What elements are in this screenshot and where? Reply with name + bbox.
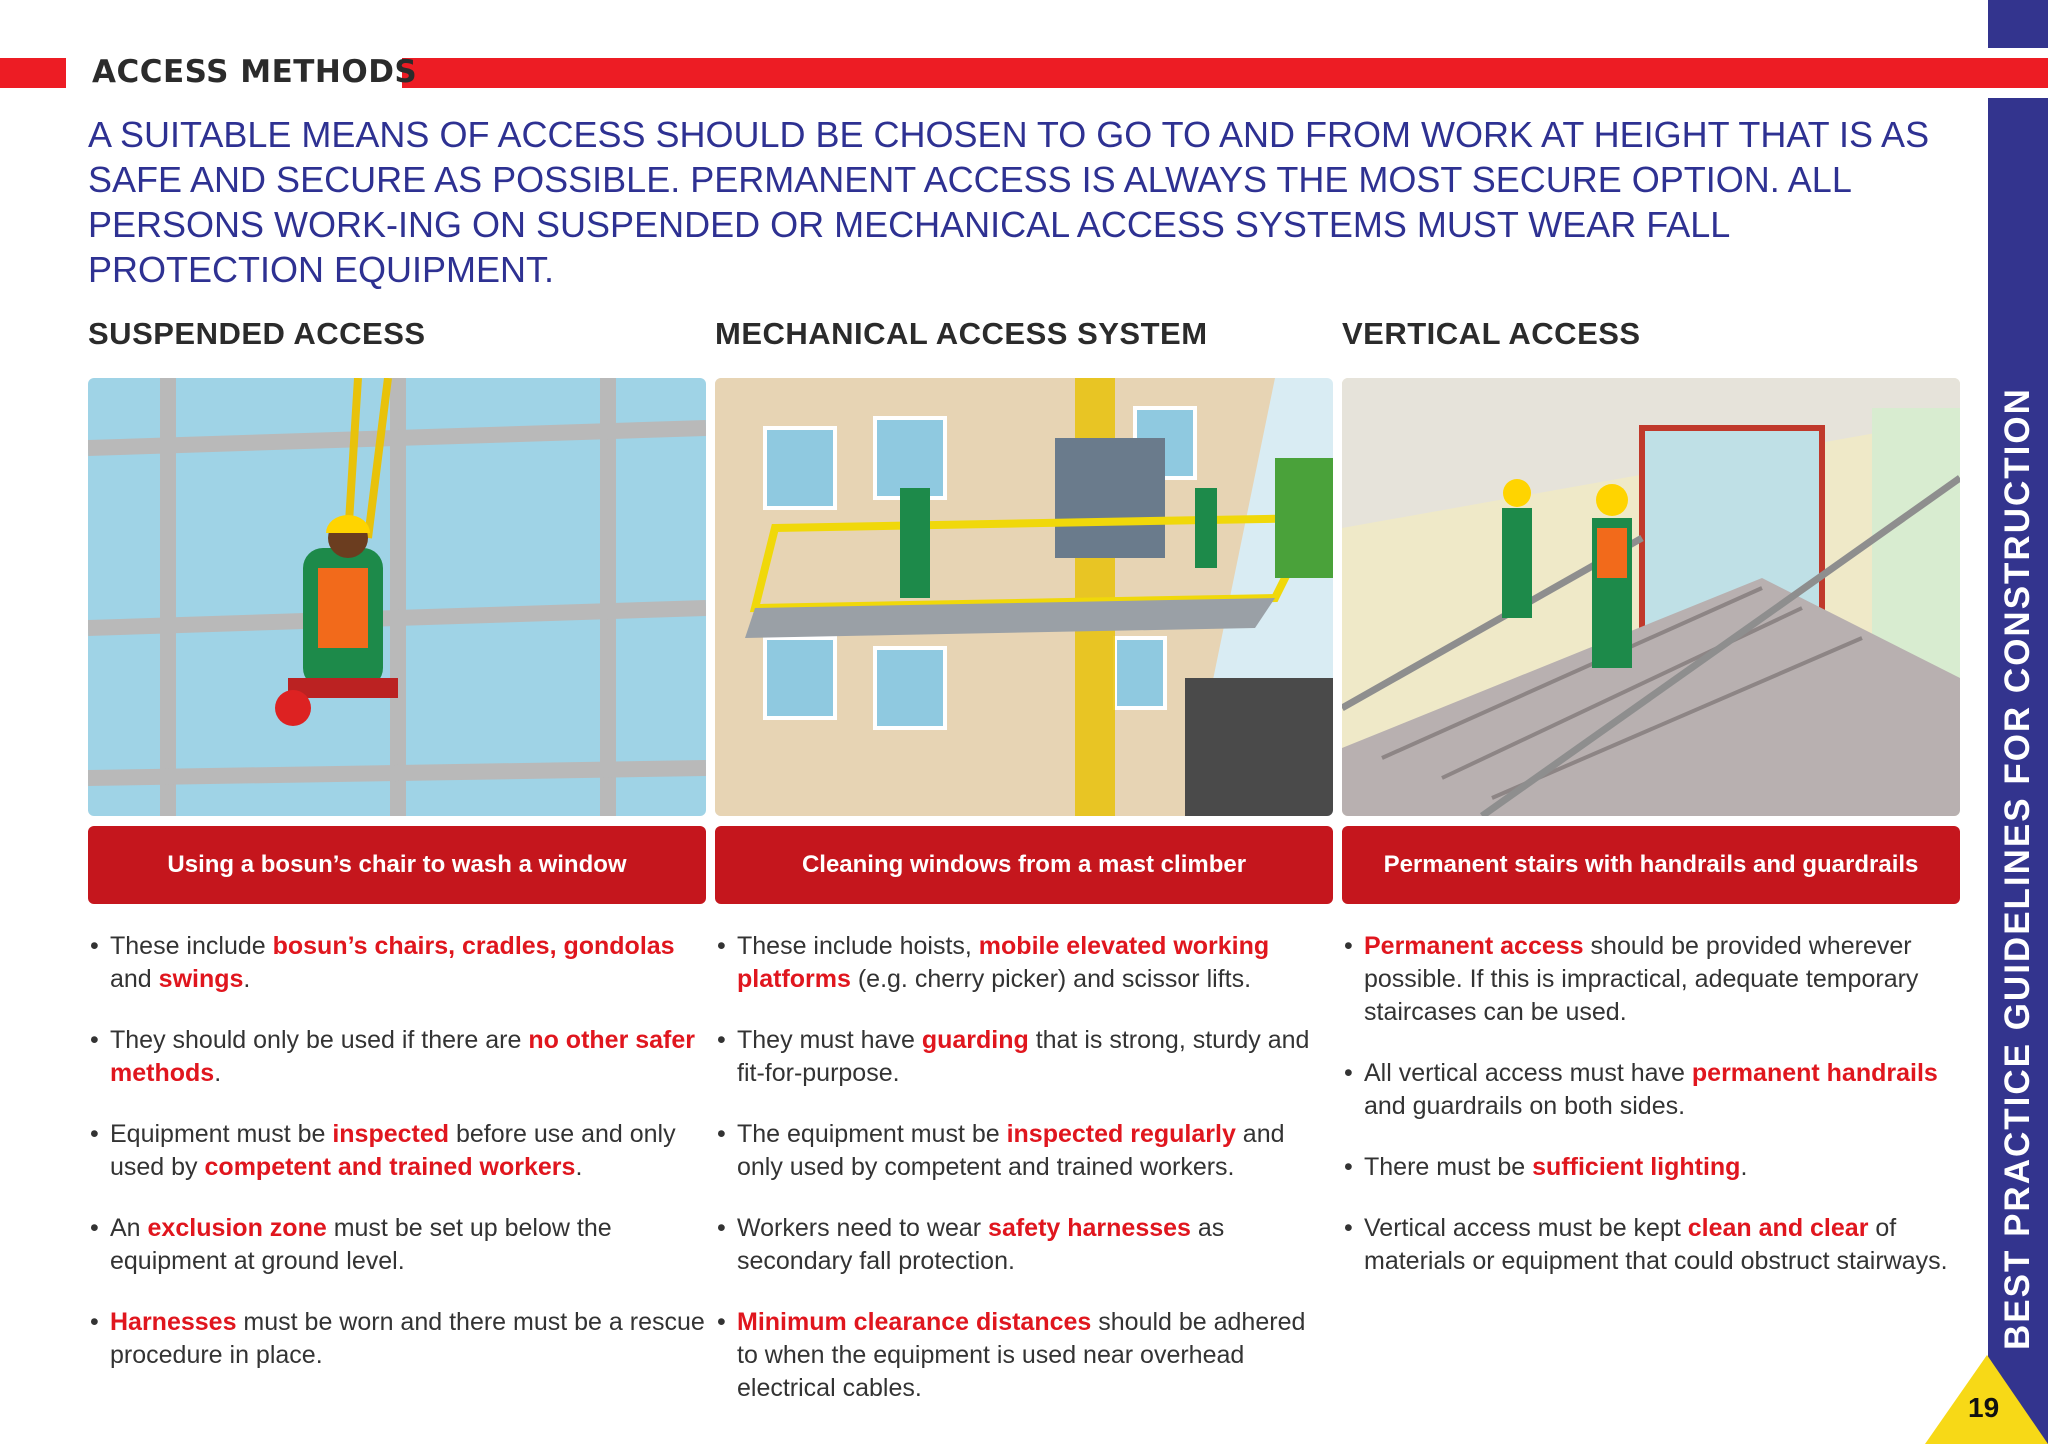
bullet-item (715, 1306, 1333, 1405)
bosun-chair-illustration (88, 378, 706, 816)
bullet-text: must be worn and there must be a rescue procedure in place. (110, 1308, 705, 1369)
highlighted-text: bosun’s chairs, cradles, gondolas (272, 932, 675, 960)
column-title: SUSPENDED ACCESS (88, 316, 426, 351)
bullet-text: They must have (737, 1026, 922, 1054)
bullet-text: Equipment must be (110, 1120, 333, 1148)
bullet-text: All vertical access must have (1364, 1059, 1692, 1087)
column-title: MECHANICAL ACCESS SYSTEM (715, 316, 1208, 351)
bullet-text: must be set up below the equipment at ground level. (110, 1214, 612, 1275)
bullet-text: There must be (1364, 1153, 1533, 1181)
bullet-list (1342, 930, 1960, 1278)
bullet-text: as secondary fall protection. (737, 1214, 1225, 1275)
bullet-text: (e.g. cherry picker) and scissor lifts. (850, 965, 1252, 993)
caption-banner: Permanent stairs with handrails and guardrails (1342, 826, 1960, 904)
highlighted-text: guarding (921, 1026, 1029, 1054)
bullet-item (715, 1024, 1333, 1090)
stairs-illustration (1342, 378, 1960, 816)
bullet-item (88, 1024, 706, 1090)
bullet-item (88, 1306, 706, 1372)
column-mechanical-access (715, 314, 1333, 1433)
highlighted-text: inspected regularly (1006, 1120, 1236, 1148)
bullet-list (715, 930, 1333, 1405)
highlighted-text: exclusion zone (147, 1214, 327, 1242)
bullet-text: and (110, 965, 159, 993)
highlighted-text: clean and clear (1687, 1214, 1869, 1242)
bullet-item (1342, 1057, 1960, 1123)
highlighted-text: mobile elevated working platforms (737, 932, 1270, 993)
bullet-text: of materials or equipment that could obstruct stairways. (1364, 1214, 1948, 1275)
side-title: BEST PRACTICE GUIDELINES FOR CONSTRUCTION (1998, 387, 2037, 1350)
columns (88, 314, 1968, 1433)
bullet-item (1342, 1212, 1960, 1278)
bullet-list (88, 930, 706, 1372)
column-title: VERTICAL ACCESS (1342, 316, 1641, 351)
section-title: ACCESS METHODS (92, 54, 418, 90)
column-vertical-access (1342, 314, 1960, 1433)
highlighted-text: Minimum clearance distances (737, 1308, 1092, 1336)
intro-text: A SUITABLE MEANS OF ACCESS SHOULD BE CHOSEN TO GO TO AND FROM WORK AT HEIGHT THAT IS AS SAFE AND SECURE AS POSSIBLE. PERMANENT ACCESS IS ALWAYS THE MOST SECURE OPTION. ALL PERSONS WORK-ING ON SUSPENDED OR MECHANICAL ACCESS SYSTEMS MUST WEAR FALL PROTECTION EQUIPMENT. (88, 114, 1930, 290)
mast-climber-illustration (715, 378, 1333, 816)
blue-tab-top (1988, 0, 2048, 48)
caption-banner: Using a bosun’s chair to wash a window (88, 826, 706, 904)
bullet-item (715, 1118, 1333, 1184)
highlighted-text: safety harnesses (988, 1214, 1191, 1242)
column-suspended-access (88, 314, 706, 1433)
bullet-item (88, 1118, 706, 1184)
bullet-item (88, 930, 706, 996)
bullet-text: and guardrails on both sides. (1364, 1092, 1686, 1120)
caption-banner: Cleaning windows from a mast climber (715, 826, 1333, 904)
header-red-stripe-left (0, 58, 66, 88)
bullet-text: These include hoists, (737, 932, 979, 960)
bullet-item (1342, 1151, 1960, 1184)
highlighted-text: swings (158, 965, 244, 993)
bullet-item (715, 930, 1333, 996)
bullet-item (1342, 930, 1960, 1029)
bullet-text: They should only be used if there are (110, 1026, 529, 1054)
highlighted-text: Harnesses (110, 1308, 237, 1336)
bullet-text: The equipment must be (737, 1120, 1007, 1148)
bullet-text: should be provided wherever possible. If this is impractical, adequate temporary staircases can be used. (1364, 932, 1919, 1026)
bullet-text: and only used by competent and trained workers. (737, 1120, 1285, 1181)
highlighted-text: no other safer methods (110, 1026, 696, 1087)
bullet-text: Workers need to wear (737, 1214, 989, 1242)
bullet-text: that is strong, sturdy and fit-for-purpose. (737, 1026, 1310, 1087)
bullet-text: Vertical access must be kept (1364, 1214, 1688, 1242)
page-number: 19 (1968, 1392, 2000, 1423)
bullet-item (715, 1212, 1333, 1278)
bullet-text: An (110, 1214, 148, 1242)
highlighted-text: competent and trained workers (204, 1153, 576, 1181)
bullet-item (88, 1212, 706, 1278)
bullet-text: . (243, 965, 251, 993)
highlighted-text: inspected (332, 1120, 450, 1148)
bullet-text: . (1740, 1153, 1748, 1181)
bullet-text: . (214, 1059, 222, 1087)
bullet-text: should be adhered to when the equipment is used near overhead electrical cables. (737, 1308, 1306, 1402)
highlighted-text: sufficient lighting (1532, 1153, 1741, 1181)
bullet-text: before use and only used by (110, 1120, 676, 1181)
main-content (88, 112, 1968, 1433)
highlighted-text: Permanent access (1364, 932, 1584, 960)
bullet-text: . (575, 1153, 583, 1181)
bullet-text: These include (110, 932, 273, 960)
header-red-stripe-right (402, 58, 2048, 88)
highlighted-text: permanent handrails (1691, 1059, 1938, 1087)
